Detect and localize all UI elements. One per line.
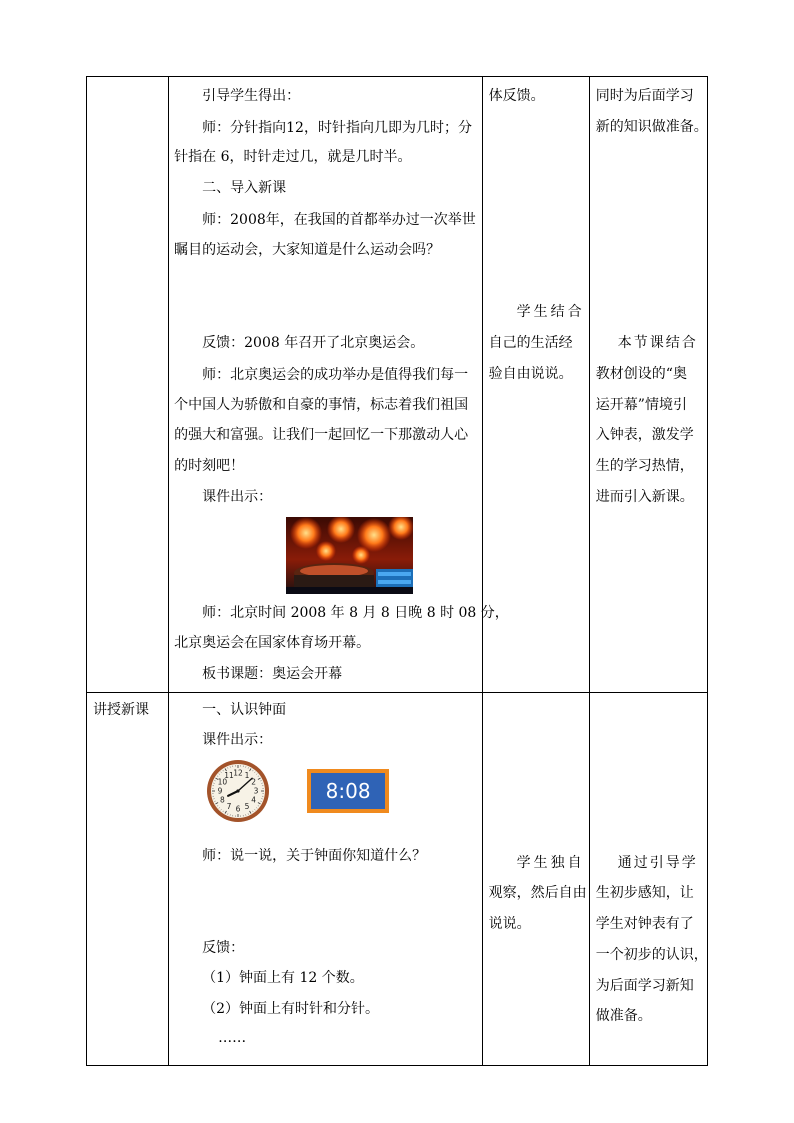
text-line: 通过引导学 [617,855,698,871]
clock-number: 10 [217,777,228,787]
design-intent-cell [589,77,707,693]
text-line: 瞩目的运动会，大家知道是什么运动会吗？ [174,242,441,258]
text-line: 自己的生活经 [488,335,573,351]
clock-number: 12 [233,768,243,778]
text-line: 新的知识做准备。 [595,119,708,135]
stage-cell [87,77,169,693]
clock-number: 5 [244,802,250,812]
text-line: 说说。 [488,916,531,932]
stage-label: 讲授新课 [93,702,149,718]
clock-number: 7 [226,802,232,812]
clock-number: 2 [251,777,257,787]
text-line: 同时为后面学习 [595,88,694,104]
ellipsis: …… [218,1030,247,1046]
lesson-table [86,76,708,1066]
text-line: 师：说一说，关于钟面你知道什么？ [202,848,427,864]
student-activity-cell [482,693,589,1066]
text-line: 师：分针指向12，时针指向几即为几时；分 [202,120,472,136]
list-item: （1）钟面上有 12 个数。 [202,970,364,986]
text-line: 生初步感知，让 [595,885,694,901]
student-activity-cell [482,77,589,693]
design-intent-cell [589,693,707,1066]
text-line: 课件出示： [202,732,273,748]
text-line: 运开幕”情境引 [595,397,687,413]
digital-time: 8:08 [311,773,385,809]
analog-clock [206,759,270,823]
text-line: 进而引入新课。 [595,489,694,505]
text-line: 师：2008年，在我国的首都举办过一次举世 [202,212,476,228]
text-line: 的时刻吧！ [174,458,245,474]
list-item: （2）钟面上有时针和分针。 [202,1001,380,1017]
table-row [87,693,708,1066]
stage-cell [87,693,169,1066]
text-line: 入钟表，激发学 [595,427,694,443]
text-line: 个中国人为骄傲和自豪的事情，标志着我们祖国 [174,397,469,413]
text-line: 验自由说说。 [488,366,573,382]
text-line: 师：北京奥运会的成功举办是值得我们每一 [202,367,469,383]
digital-clock [307,769,389,813]
text-line: 反馈： [202,940,245,956]
text-line: 师：北京时间 2008 年 8 月 8 日晚 8 时 08 分， [202,605,509,621]
text-line: 北京奥运会在国家体育场开幕。 [174,635,371,651]
clock-number: 1 [244,771,250,781]
text-line: 学生结合 [516,304,585,320]
text-line: 针指在 6，时针走过几，就是几时半。 [174,149,412,165]
text-line: 做准备。 [595,1008,652,1024]
text-line: 的强大和富强。让我们一起回忆一下那激动人心 [174,427,469,443]
text-line: 学生独自 [516,855,585,871]
text-line: 引导学生得出： [202,88,301,104]
text-line: 课件出示： [202,489,273,505]
text-line: 一个初步的认识， [595,947,708,963]
clock-center [237,789,240,792]
text-line: 本节课结合 [617,335,698,351]
text-line: 体反馈。 [488,88,545,104]
table-row [87,77,708,693]
clock-number: 4 [251,795,257,805]
clock-number: 9 [217,786,223,796]
clock-number: 11 [224,771,234,781]
text-line: 反馈：2008 年召开了北京奥运会。 [202,335,425,351]
section-heading: 一、认识钟面 [202,702,287,718]
text-line: 板书课题：奥运会开幕 [202,666,343,682]
text-line: 观察，然后自由 [488,885,587,901]
teaching-content-cell [169,693,483,1066]
clock-number: 6 [235,804,241,814]
text-line: 生的学习热情， [595,458,694,474]
clock-number: 8 [220,795,225,805]
text-line: 学生对钟表有了 [595,916,694,932]
teaching-content-cell [169,77,509,693]
text-line: 教材创设的“奥 [595,366,687,382]
text-line: 为后面学习新知 [595,978,694,994]
clock-number: 3 [253,786,259,796]
section-heading: 二、导入新课 [202,180,287,196]
olympic-fireworks-image [286,517,413,594]
